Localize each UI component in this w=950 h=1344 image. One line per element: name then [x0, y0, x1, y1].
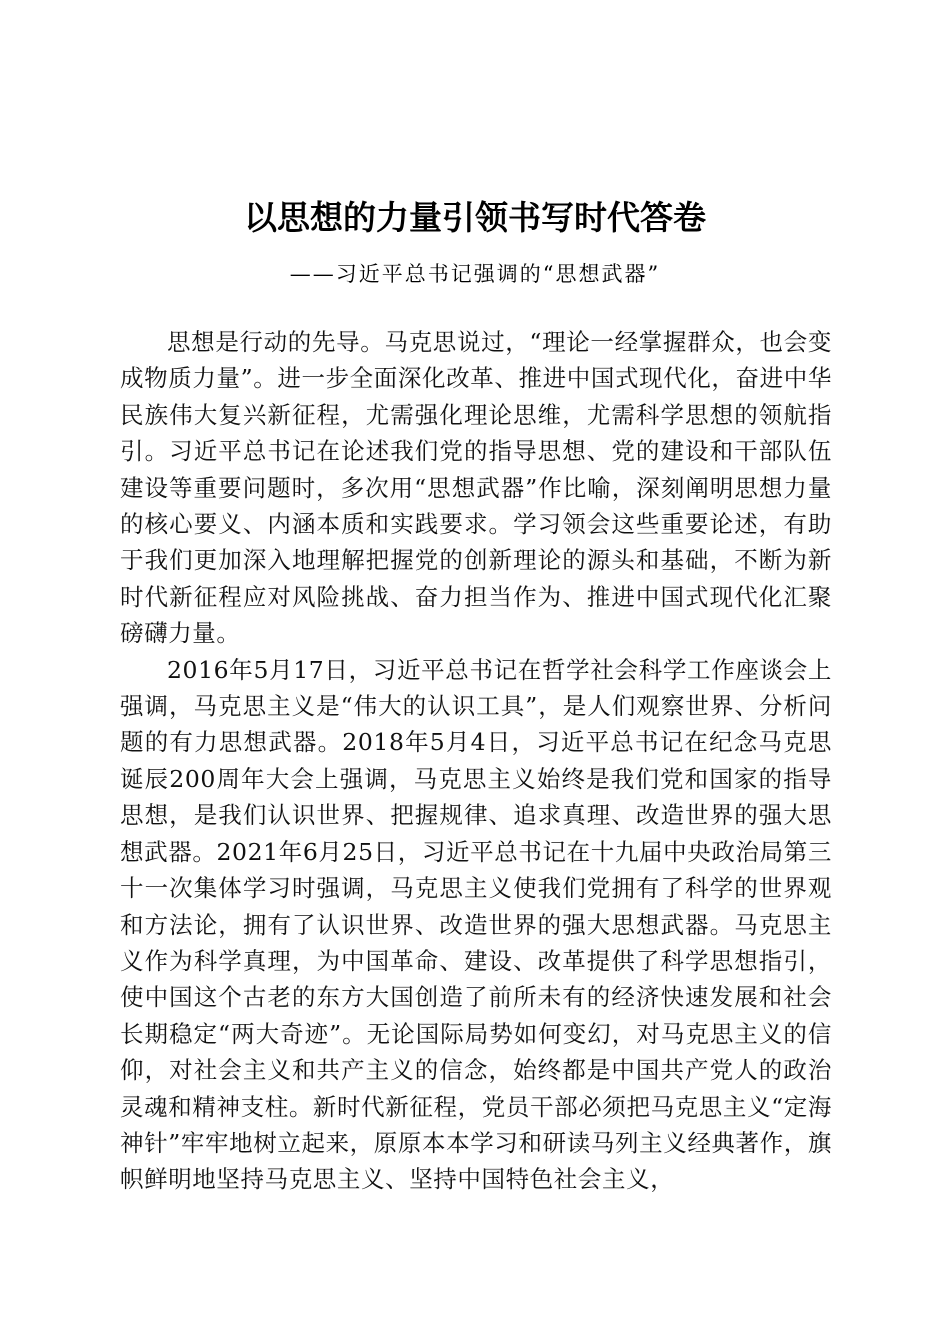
paragraph: 2016年5月17日，习近平总书记在哲学社会科学工作座谈会上强调，马克思主义是“伟大的认识工具”，是人们观察世界、分析问题的有力思想武器。2018年5月4日，习近平总书记在纪念马克思诞辰200周年大会上强调，马克思主义始终是我们党和国家的指导思想，是我们认识世界、把握规律、追求真理、改造世界的强大思想武器。2021年6月25日，习近平总书记在十九届中央政治局第三十一次集体学习时强调，马克思主义使我们党拥有了科学的世界观和方法论，拥有了认识世界、改造世界的强大思想武器。马克思主义作为科学真理，为中国革命、建设、改革提供了科学思想指引，使中国这个古老的东方大国创造了前所未有的经济快速发展和社会长期稳定“两大奇迹”。无论国际局势如何变幻，对马克思主义的信仰，对社会主义和共产主义的信念，始终都是中国共产党人的政治灵魂和精神支柱。新时代新征程，党员干部必须把马克思主义“定海神针”牢牢地树立起来，原原本本学习和研读马列主义经典著作，旗帜鲜明地坚持马克思主义、坚持中国特色社会主义， — [120, 655, 832, 1194]
paragraph: 思想是行动的先导。马克思说过，“理论一经掌握群众，也会变成物质力量”。进一步全面深化改革、推进中国式现代化，奋进中华民族伟大复兴新征程，尤需强化理论思维，尤需科学思想的领航指引。习近平总书记在论述我们党的指导思想、党的建设和干部队伍建设等重要问题时，多次用“思想武器”作比喻，深刻阐明思想力量的核心要义、内涵本质和实践要求。学习领会这些重要论述，有助于我们更加深入地理解把握党的创新理论的源头和基础，不断为新时代新征程应对风险挑战、奋力担当作为、推进中国式现代化汇聚磅礴力量。 — [120, 328, 832, 648]
document-body — [120, 324, 832, 1198]
document-subtitle: ——习近平总书记强调的“思想武器” — [289, 262, 661, 286]
document-title: 以思想的力量引领书写时代答卷 — [244, 198, 706, 237]
